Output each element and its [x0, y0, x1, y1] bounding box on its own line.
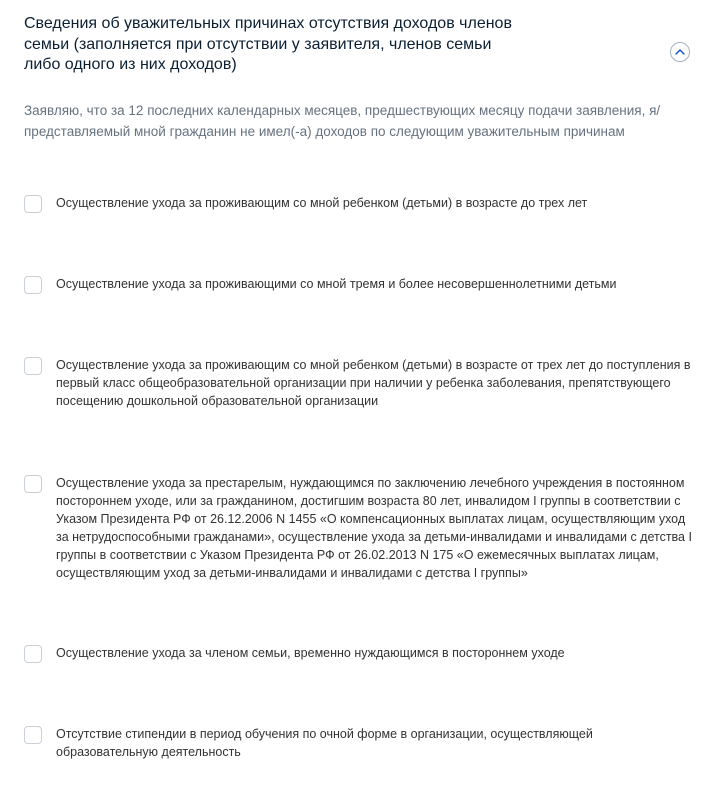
option-label: Осуществление ухода за проживающими со мной тремя и более несовершеннолетними детьми [56, 277, 617, 291]
checkbox[interactable] [24, 475, 42, 493]
option-no-stipend[interactable] [24, 725, 704, 761]
section-title: Сведения об уважительных причинах отсутствия доходов членов семьи (заполняется при отсутствии у заявителя, членов семьи либо одного из них доходов) [24, 15, 512, 73]
option-label: Отсутствие стипендии в период обучения по очной форме в организации, осуществляющей образовательную деятельность [56, 727, 593, 759]
option-elderly-disabled-care[interactable] [24, 474, 704, 582]
checkbox[interactable] [24, 195, 42, 213]
checkbox[interactable] [24, 645, 42, 663]
chevron-up-icon [675, 49, 685, 55]
collapse-button[interactable] [670, 42, 690, 62]
option-family-member-care[interactable] [24, 644, 704, 663]
option-three-or-more-children[interactable] [24, 275, 704, 294]
checkbox[interactable] [24, 357, 42, 375]
option-label: Осуществление ухода за членом семьи, временно нуждающимся в постороннем уходе [56, 646, 565, 660]
intro-text: Заявляю, что за 12 последних календарных месяцев, предшествующих месяцу подачи заявления, я/представляемый мной гражданин не имел(-а) доходов по следующим уважительным причинам [24, 103, 661, 139]
option-label: Осуществление ухода за проживающим со мной ребенком (детьми) в возрасте от трех лет до поступления в первый класс общеобразовательной организации при наличии у ребенка заболевания, препятствующего посещению дошкольной образовательной организации [56, 358, 691, 408]
checkbox[interactable] [24, 726, 42, 744]
checkbox[interactable] [24, 276, 42, 294]
option-child-under-three[interactable] [24, 194, 704, 213]
option-label: Осуществление ухода за престарелым, нуждающимся по заключению лечебного учреждения в постоянном постороннем уходе, или за гражданином, достигшим возраста 80 лет, инвалидом I группы в соответствии с Указом Президента РФ от 26.12.2006 N 1455 «О компенсационных выплатах лицам, осуществляющим уход за нетрудоспособными гражданами», осуществление ухода за детьми-инвалидами и инвалидами с детства I группы в соответствии с Указом Президента РФ от 26.02.2013 N 175 «О ежемесячных выплатах лицам, осуществляющим уход за детьми-инвалидами и инвалидами с детства I группы» [56, 476, 692, 580]
option-label: Осуществление ухода за проживающим со мной ребенком (детьми) в возрасте до трех лет [56, 196, 588, 210]
option-child-with-illness[interactable] [24, 356, 704, 410]
